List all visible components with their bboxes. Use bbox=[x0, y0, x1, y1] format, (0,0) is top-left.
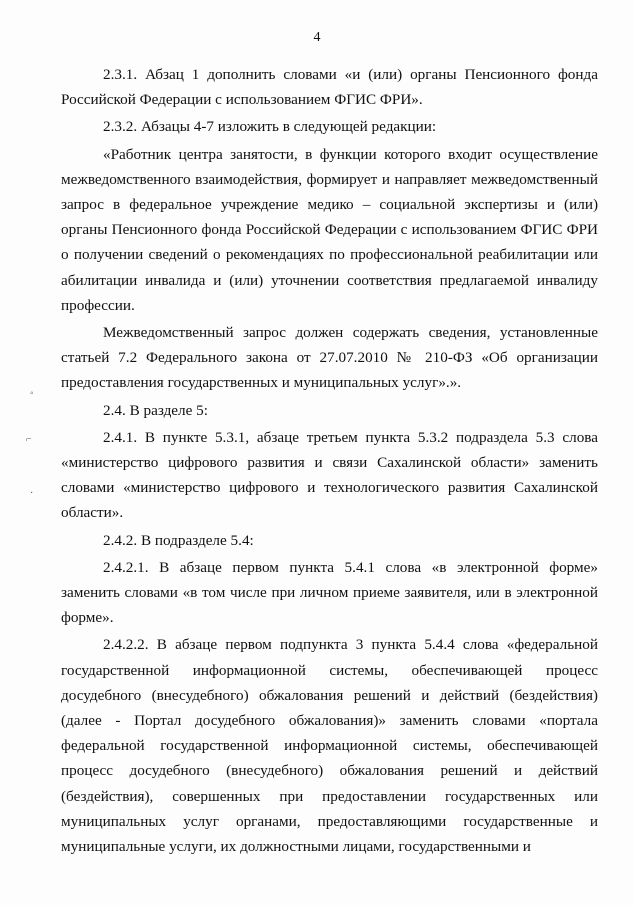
paragraph-2-3-2: 2.3.2. Абзацы 4-7 изложить в следующей редакции: bbox=[103, 118, 437, 136]
paragraph-2-4-2-1: 2.4.2.1. В абзаце первом пункта 5.4.1 слова «в электронной форме» заменить словами «в том числе при личном приеме заявителя, или в электронной форме». bbox=[61, 558, 598, 627]
paragraph-2-4-2-2: 2.4.2.2. В абзаце первом подпункта 3 пункта 5.4.4 слова «федеральной государственной информационной системы, обеспечивающей процесс досудебного (внесудебного) обжалования решений и действий (бездействия) (далее - Портал досудебного обжалования)» заменить словами «портала федеральной государственной информационной системы, обеспечивающей процесс досудебного (внесудебного) обжалования решений и действий (бездействия), совершенных при предоставлении государственных или муниципальных услуг органами, предоставляющими государственные и муниципальные услуги, их должностными лицами, государственными и bbox=[61, 636, 598, 856]
paragraph-2-3-1: 2.3.1. Абзац 1 дополнить словами «и (или) органы Пенсионного фонда Российской Федерации с использованием ФГИС ФРИ». bbox=[61, 66, 598, 109]
paragraph-quote-start: «Работник центра занятости, в функции которого входит осуществление межведомственного взаимодействия, формирует и направляет межведомственный запрос в федеральное учреждение медико – социальной экспертизы и (или) органы Пенсионного фонда Российской Федерации с использованием ФГИС ФРИ о получении сведений о рекомендациях по профессиональной реабилитации или абилитации инвалида и (или) уточнении соответствия предлагаемой инвалиду профессии. bbox=[61, 145, 598, 314]
paragraph-interagency-request: Межведомственный запрос должен содержать сведения, установленные статьей 7.2 Федерального закона от 27.07.2010 № 210-ФЗ «Об организации предоставления государственных и муниципальных услуг».». bbox=[61, 324, 598, 392]
paragraph-2-4-1: 2.4.1. В пункте 5.3.1, абзаце третьем пункта 5.3.2 подраздела 5.3 слова «министерство цифрового развития и связи Сахалинской области» заменить словами «министерство цифрового и технологического развития Сахалинской области». bbox=[61, 428, 598, 522]
page-number: 4 bbox=[313, 30, 321, 45]
margin-mark: · bbox=[30, 488, 34, 499]
paragraph-2-4-2: 2.4.2. В подразделе 5.4: bbox=[103, 531, 254, 549]
document-body bbox=[61, 62, 598, 861]
margin-mark: ◦ bbox=[30, 388, 34, 399]
paragraph-2-4: 2.4. В разделе 5: bbox=[103, 401, 208, 419]
margin-mark: ⌐ bbox=[26, 434, 32, 445]
